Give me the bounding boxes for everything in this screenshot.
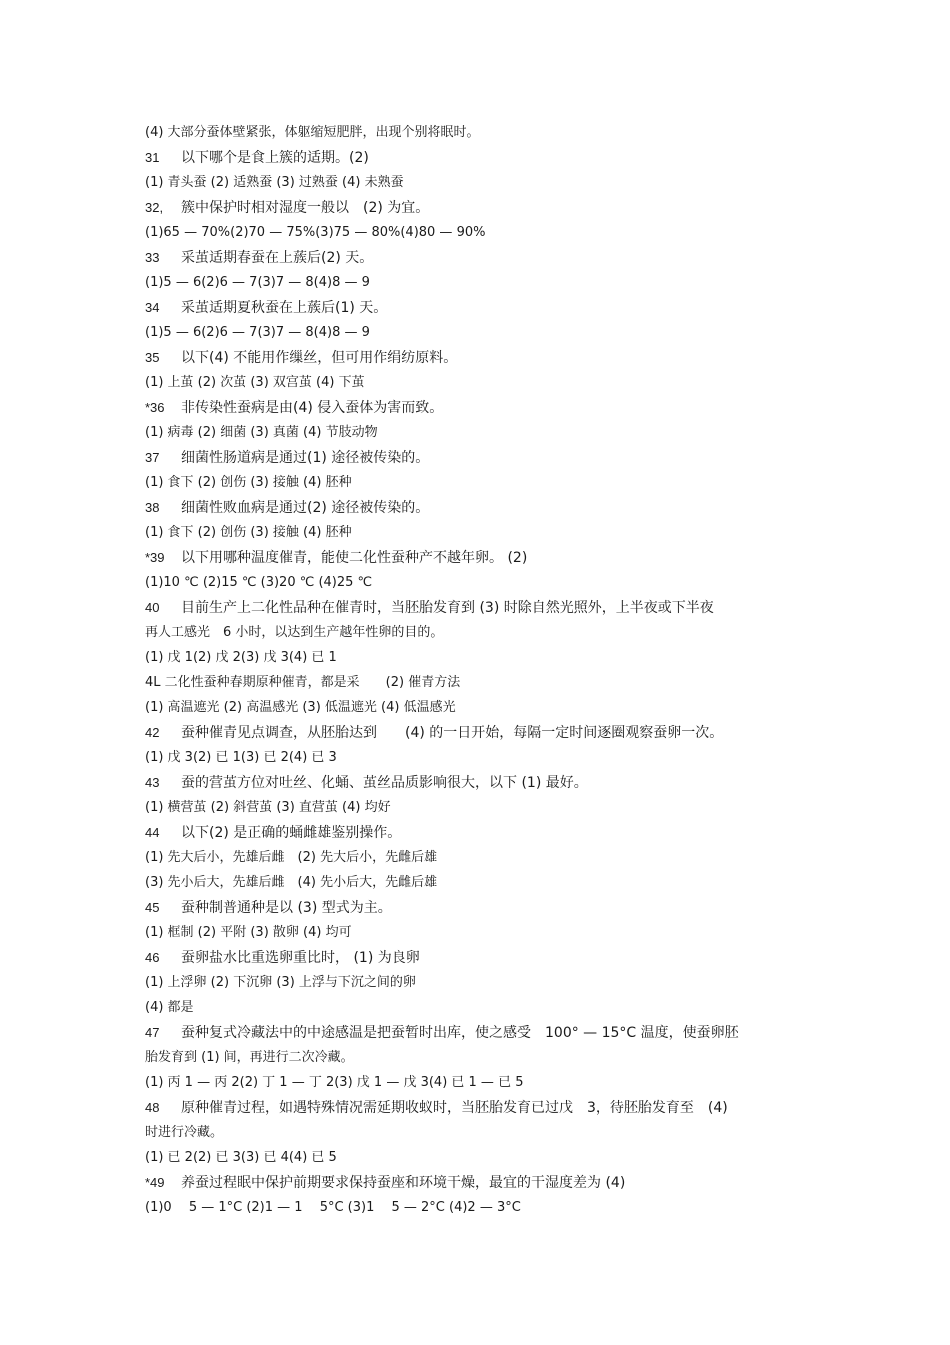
question-text: 以下(4) 不能用作缫丝，但可用作绢纺原料。 [181, 350, 458, 366]
question-text: 以下用哪种温度催青，能使二化性蚕种产不越年卵。 (2) [181, 550, 528, 566]
option-line [145, 1145, 845, 1170]
option-text: (4) 都是 [145, 1000, 194, 1015]
option-line [145, 845, 845, 870]
option-line [145, 1070, 845, 1095]
option-line [145, 320, 845, 345]
question-line [145, 595, 845, 620]
question-number: *39 [145, 550, 165, 565]
option-line [145, 270, 845, 295]
question-number: 48 [145, 1100, 160, 1115]
question-line [145, 720, 845, 745]
option-text: (1) 上浮卵 (2) 下沉卵 (3) 上浮与下沉之间的卵 [145, 975, 416, 990]
option-text: (1) 病毒 (2) 细菌 (3) 真菌 (4) 节肢动物 [145, 425, 378, 440]
question-number: 42 [145, 725, 160, 740]
question-line [145, 1170, 845, 1195]
option-line [145, 1045, 845, 1070]
question-text: 蚕种催青见点调查，从胚胎达到 (4) 的一日开始，每隔一定时间逐圈观察蚕卵一次。 [181, 725, 724, 741]
question-text: 采茧适期夏秋蚕在上蔟后(1) 天。 [181, 300, 388, 316]
option-text: (1)0 5 — 1°C (2)1 — 1 5°C (3)1 5 — 2°C (4)2 — 3°C [145, 1200, 521, 1215]
question-text: 蚕的营茧方位对吐丝、化蛹、茧丝品质影响很大，以下 (1) 最好。 [181, 775, 588, 791]
question-line [145, 1020, 845, 1045]
option-line [145, 520, 845, 545]
question-text: 簇中保护时相对湿度一般以 (2) 为宜。 [181, 200, 430, 216]
option-text: (1) 戊 1(2) 戊 2(3) 戊 3(4) 已 1 [145, 650, 337, 665]
option-line [145, 870, 845, 895]
option-text: (1) 青头蚕 (2) 适熟蚕 (3) 过熟蚕 (4) 未熟蚕 [145, 175, 404, 190]
option-line [145, 370, 845, 395]
option-text: (1) 食下 (2) 创伤 (3) 接触 (4) 胚种 [145, 475, 352, 490]
option-text: (1)10 ℃ (2)15 ℃ (3)20 ℃ (4)25 ℃ [145, 575, 373, 590]
option-line [145, 695, 845, 720]
question-line [145, 770, 845, 795]
option-line [145, 570, 845, 595]
option-text: (1) 高温遮光 (2) 高温感光 (3) 低温遮光 (4) 低温感光 [145, 700, 456, 715]
option-text: 时进行冷藏。 [145, 1125, 224, 1140]
question-list [145, 120, 845, 1220]
option-line [145, 420, 845, 445]
option-line [145, 995, 845, 1020]
option-text: 4L 二化性蚕种春期原种催青，都是采 (2) 催青方法 [145, 675, 461, 690]
question-line [145, 195, 845, 220]
question-number: *49 [145, 1175, 165, 1190]
question-text: 细菌性败血病是通过(2) 途径被传染的。 [181, 500, 430, 516]
option-line [145, 745, 845, 770]
question-number: 34 [145, 300, 160, 315]
question-line [145, 495, 845, 520]
option-line [145, 620, 845, 645]
option-line [145, 645, 845, 670]
question-text: 蚕种制普通种是以 (3) 型式为主。 [181, 900, 392, 916]
option-text: (4) 大部分蚕体壁紧张，体躯缩短肥胖，出现个别将眠时。 [145, 125, 480, 140]
option-line [145, 1195, 845, 1220]
question-line [145, 945, 845, 970]
question-text: 目前生产上二化性品种在催青时，当胚胎发育到 (3) 时除自然光照外，上半夜或下半夜 [181, 600, 714, 616]
question-number: 43 [145, 775, 160, 790]
question-number: 40 [145, 600, 160, 615]
question-line [145, 395, 845, 420]
option-text: 胎发育到 (1) 间，再进行二次冷藏。 [145, 1050, 354, 1065]
question-text: 蚕种复式冷藏法中的中途感温是把蚕暂时出库，使之感受 100° — 15°C 温度，使蚕卵胚 [181, 1025, 739, 1041]
question-number: 46 [145, 950, 160, 965]
question-number: 38 [145, 500, 160, 515]
question-line [145, 545, 845, 570]
option-text: (1) 先大后小，先雄后雌 (2) 先大后小，先雌后雄 [145, 850, 438, 865]
option-line [145, 170, 845, 195]
question-number: 45 [145, 900, 160, 915]
option-text: (1) 丙 1 — 丙 2(2) 丁 1 — 丁 2(3) 戊 1 — 戊 3(4) 已 1 — 已 5 [145, 1075, 524, 1090]
option-line [145, 670, 845, 695]
option-text: 再人工感光 6 小时，以达到生产越年性卵的目的。 [145, 625, 444, 640]
option-line [145, 120, 845, 145]
question-line [145, 445, 845, 470]
option-text: (1)5 — 6(2)6 — 7(3)7 — 8(4)8 — 9 [145, 325, 370, 340]
option-text: (1) 已 2(2) 已 3(3) 已 4(4) 已 5 [145, 1150, 337, 1165]
option-line [145, 220, 845, 245]
question-text: 以下(2) 是正确的蛹雌雄鉴别操作。 [181, 825, 402, 841]
question-line [145, 145, 845, 170]
option-text: (1) 上茧 (2) 次茧 (3) 双宫茧 (4) 下茧 [145, 375, 365, 390]
option-text: (1)5 — 6(2)6 — 7(3)7 — 8(4)8 — 9 [145, 275, 370, 290]
option-line [145, 470, 845, 495]
question-line [145, 345, 845, 370]
question-text: 非传染性蚕病是由(4) 侵入蚕体为害而致。 [181, 400, 444, 416]
question-line [145, 820, 845, 845]
question-line [145, 895, 845, 920]
question-line [145, 1095, 845, 1120]
option-text: (1) 框制 (2) 平附 (3) 散卵 (4) 均可 [145, 925, 352, 940]
option-line [145, 970, 845, 995]
question-line [145, 295, 845, 320]
option-line [145, 1120, 845, 1145]
option-text: (3) 先小后大，先雄后雌 (4) 先小后大，先雌后雄 [145, 875, 438, 890]
question-text: 养蚕过程眠中保护前期要求保持蚕座和环境干燥，最宜的干湿度差为 (4) [181, 1175, 626, 1191]
question-text: 原种催青过程，如遇特殊情况需延期收蚁时，当胚胎发育已过戊 3，待胚胎发育至 (4) [181, 1100, 728, 1116]
question-number: 35 [145, 350, 160, 365]
question-text: 采茧适期春蚕在上蔟后(2) 天。 [181, 250, 374, 266]
question-text: 以下哪个是食上簇的适期。(2) [181, 150, 369, 166]
question-line [145, 245, 845, 270]
option-text: (1)65 — 70%(2)70 — 75%(3)75 — 80%(4)80 — 90% [145, 225, 486, 240]
question-number: *36 [145, 400, 165, 415]
question-number: 33 [145, 250, 160, 265]
question-number: 31 [145, 150, 160, 165]
question-number: 47 [145, 1025, 160, 1040]
question-number: 32, [145, 200, 164, 215]
option-line [145, 795, 845, 820]
question-text: 细菌性肠道病是通过(1) 途径被传染的。 [181, 450, 430, 466]
option-text: (1) 横营茧 (2) 斜营茧 (3) 直营茧 (4) 均好 [145, 800, 391, 815]
option-text: (1) 食下 (2) 创伤 (3) 接触 (4) 胚种 [145, 525, 352, 540]
option-text: (1) 戊 3(2) 已 1(3) 已 2(4) 已 3 [145, 750, 337, 765]
question-text: 蚕卵盐水比重选卵重比时， (1) 为良卵 [181, 950, 420, 966]
option-line [145, 920, 845, 945]
question-number: 37 [145, 450, 160, 465]
question-number: 44 [145, 825, 160, 840]
